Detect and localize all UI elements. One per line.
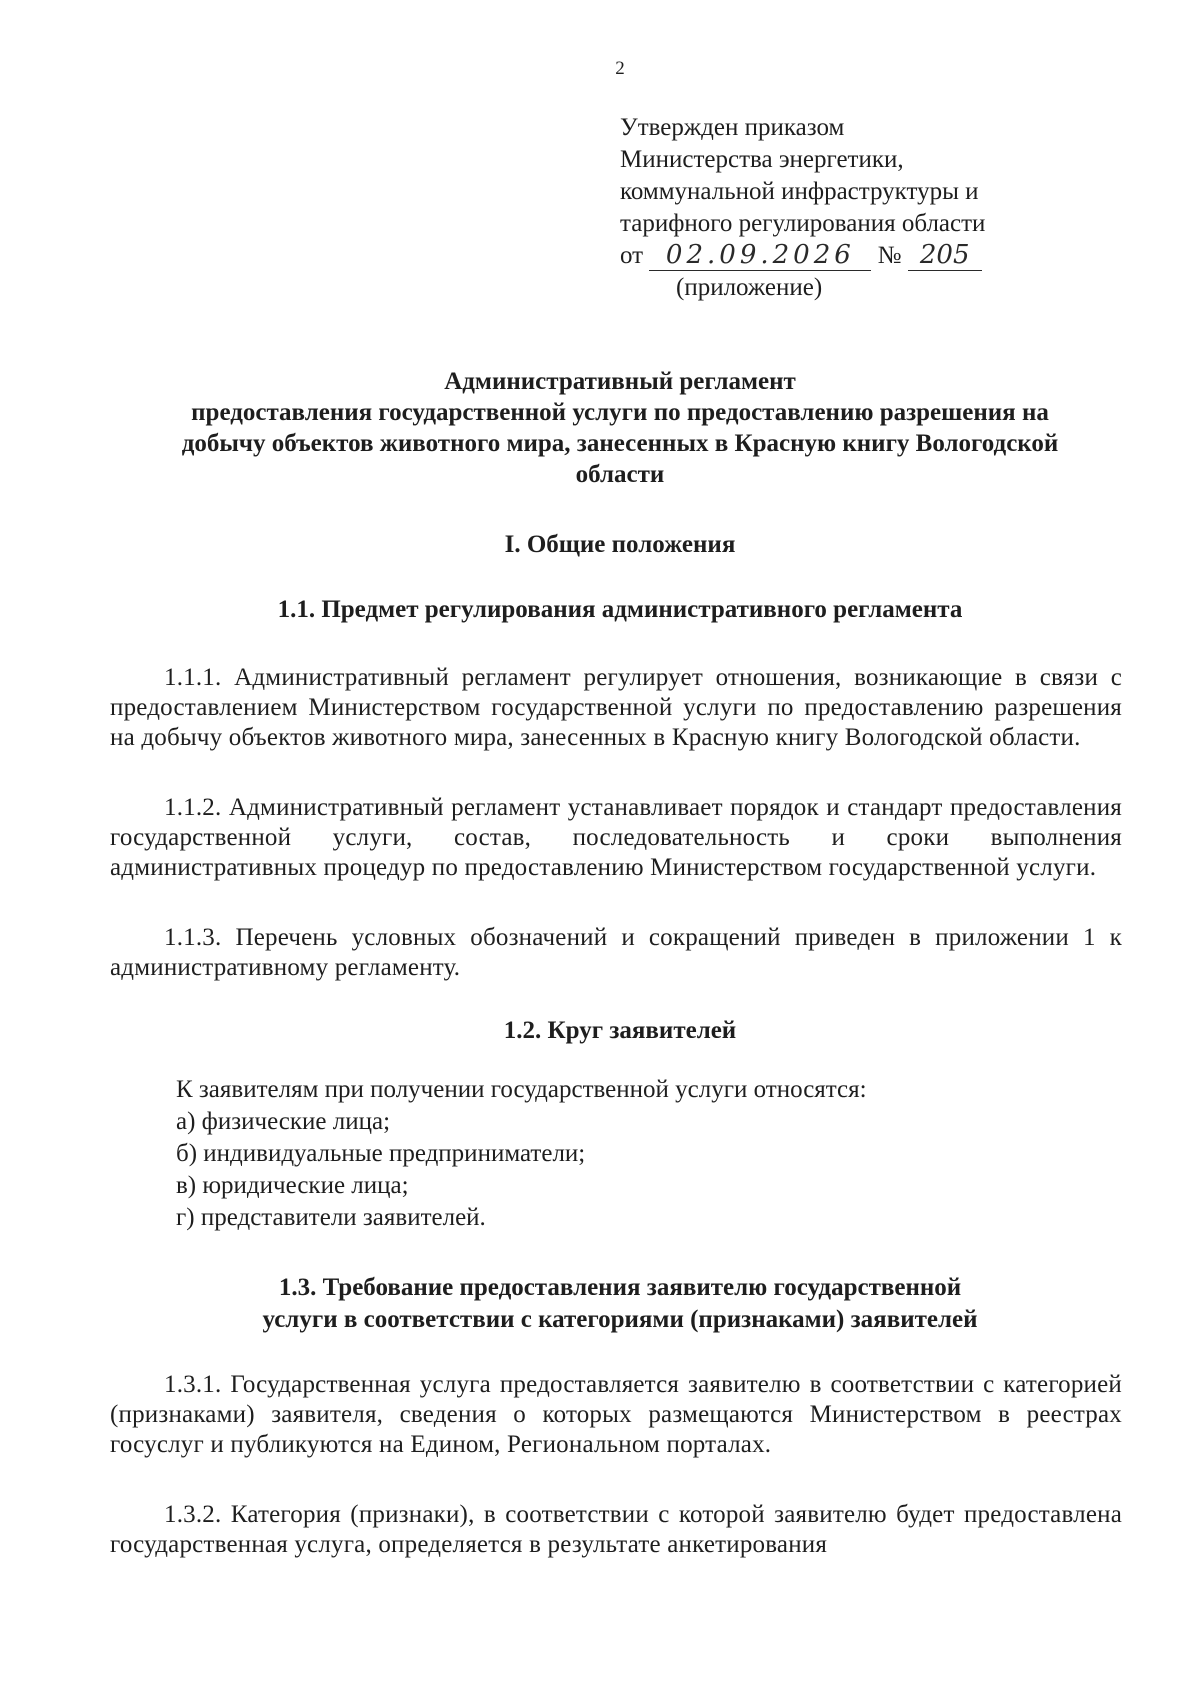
list-item: б) индивидуальные предприниматели; — [176, 1140, 586, 1167]
paragraph-1-1-2: 1.1.2. Административный регламент устанавливает порядок и стандарт предоставления государственной услуги, состав, последовательность и сроки выполнения административных процедур по предоставлению Министерством государственной услуги. — [110, 794, 1122, 881]
approval-appendix: (приложение) — [676, 274, 823, 301]
title-line: области — [575, 461, 665, 488]
title-line: предоставления государственной услуги по предоставлению разрешения на — [191, 399, 1049, 426]
approval-line: коммунальной инфраструктуры и — [620, 178, 979, 205]
subsection-heading-1-3 — [100, 1272, 1140, 1336]
approval-line: Министерства энергетики, — [620, 146, 904, 173]
section-heading-general: I. Общие положения — [504, 531, 736, 558]
list-item: в) юридические лица; — [176, 1172, 409, 1199]
page-number: 2 — [615, 58, 625, 79]
paragraph-1-3-2: 1.3.2. Категория (признаки), в соответствии с которой заявителю будет предоставлена государственная услуга, определяется в результате анкетирования — [110, 1501, 1122, 1558]
list-intro: К заявителям при получении государственной услуги относятся: — [176, 1076, 867, 1103]
approval-block — [620, 112, 1140, 304]
approval-from-label: от — [620, 242, 644, 269]
heading-line: услуги в соответствии с категориями (признаками) заявителей — [262, 1306, 978, 1333]
list-item: г) представители заявителей. — [176, 1204, 486, 1231]
paragraph-1-1-3: 1.1.3. Перечень условных обозначений и сокращений приведен в приложении 1 к административному регламенту. — [110, 924, 1122, 981]
list-item: а) физические лица; — [176, 1108, 391, 1135]
approval-number-label: № — [877, 242, 902, 269]
approval-date-handwritten: 02.09.2026 — [649, 240, 871, 271]
subsection-heading-1-2: 1.2. Круг заявителей — [503, 1017, 737, 1044]
applicants-list — [176, 1074, 867, 1234]
heading-line: 1.3. Требование предоставления заявителю государственной — [278, 1274, 962, 1301]
approval-line: Утвержден приказом — [620, 114, 845, 141]
subsection-heading-1-1: 1.1. Предмет регулирования административного регламента — [277, 596, 963, 623]
approval-date-number-row — [620, 240, 1140, 272]
paragraph-1-1-1: 1.1.1. Административный регламент регулирует отношения, возникающие в связи с предоставлением Министерством государственной услуги по предоставлению разрешения на добычу объектов животного мира, занесенных в Красную книгу Вологодской области. — [110, 664, 1122, 751]
approval-line: тарифного регулирования области — [620, 210, 986, 237]
document-title — [100, 366, 1140, 490]
paragraph-1-3-1: 1.3.1. Государственная услуга предоставляется заявителю в соответствии с категорией (признаками) заявителя, сведения о которых размещаются Министерством в реестрах госуслуг и публикуются на Едином, Региональном порталах. — [110, 1371, 1122, 1458]
approval-number-handwritten: 205 — [908, 240, 982, 271]
title-line: добычу объектов животного мира, занесенных в Красную книгу Вологодской — [181, 430, 1059, 457]
title-line: Административный регламент — [444, 368, 796, 395]
